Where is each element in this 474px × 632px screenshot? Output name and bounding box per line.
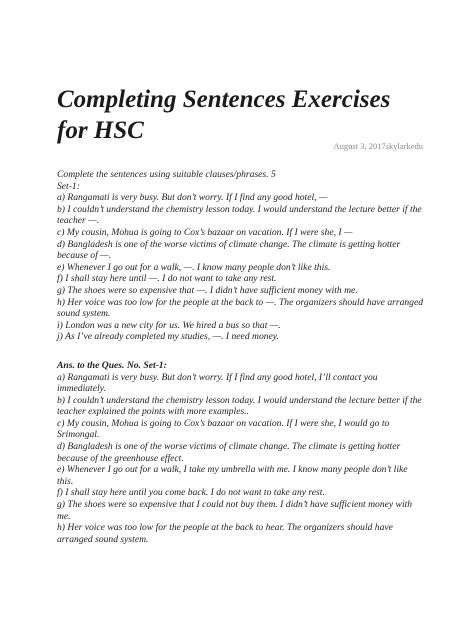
answer-item: h) Her voice was too low for the people at the back to hear. The organizers should have arranged sound system. [57, 522, 393, 545]
article-body [57, 169, 425, 545]
answer-item: d) Bangladesh is one of the worse victims of climate change. The climate is getting hotter because of the greenhouse effect. [57, 441, 401, 464]
exercise-item: g) The shoes were so expensive that —. I didn’t have sufficient money with me. [57, 284, 358, 296]
answer-item: c) My cousin, Mohua is going to Cox’s bazaar on vacation. If I were she, I would go to Srimongal. [57, 417, 390, 441]
answer-item: f) I shall stay here until you come back. I do not want to take any rest. [57, 487, 325, 499]
exercise-item: j) As I’ve already completed my studies, —. I need money. [57, 331, 279, 343]
exercise-item: f) I shall stay here until —. I do not want to take any rest. [57, 273, 277, 285]
exercise-item: e) Whenever I go out for a walk, —. I know many people don’t like this. [57, 261, 331, 273]
exercise-item: a) Rangamati is very busy. But don’t worry. If I find any good hotel, — [57, 192, 328, 204]
answer-item: e) Whenever I go out for a walk, I take my umbrella with me. I know many people don’t like this. [57, 464, 408, 487]
exercise-item: i) London was a new city for us. We hired a bus so that —. [57, 319, 281, 331]
answers-heading: Ans. to the Ques. No. Set-1: [57, 359, 167, 371]
exercise-item: b) I couldn’t understand the chemistry lesson today. I would understand the lecture better if the teacher —. [57, 203, 422, 227]
exercise-set-label: Set-1: [57, 180, 80, 192]
article-title-line-1: Completing Sentences Exercises [57, 86, 391, 113]
section-spacer [57, 343, 425, 360]
answer-item: g) The shoes were so expensive that I could not buy them. I didn’t have sufficient money with me. [57, 499, 413, 522]
exercise-item: d) Bangladesh is one of the worse victims of climate change. The climate is getting hotter because of —. [57, 238, 401, 262]
answer-item: b) I couldn’t understand the chemistry lesson today. I would understand the lecture better if the teacher explained the points with more examples.. [57, 394, 422, 418]
exercise-instruction: Complete the sentences using suitable clauses/phrases. 5 [57, 169, 276, 180]
exercise-item: c) My cousin, Mohua is going to Cox’s bazaar on vacation. If I were she, I — [57, 226, 353, 238]
article-author[interactable]: skylarkedu [385, 141, 423, 151]
article-title [57, 84, 417, 146]
answer-item: a) Rangamati is very busy. But don’t worry. If I find any good hotel, I’ll contact you immediately. [57, 371, 378, 395]
article-title-line-2: for HSC [57, 117, 144, 144]
article-meta [334, 141, 423, 151]
exercise-item: h) Her voice was too low for the people at the back to —. The organizers should have arranged sound system. [57, 296, 424, 320]
article-date: August 3, 2017 [333, 141, 386, 151]
